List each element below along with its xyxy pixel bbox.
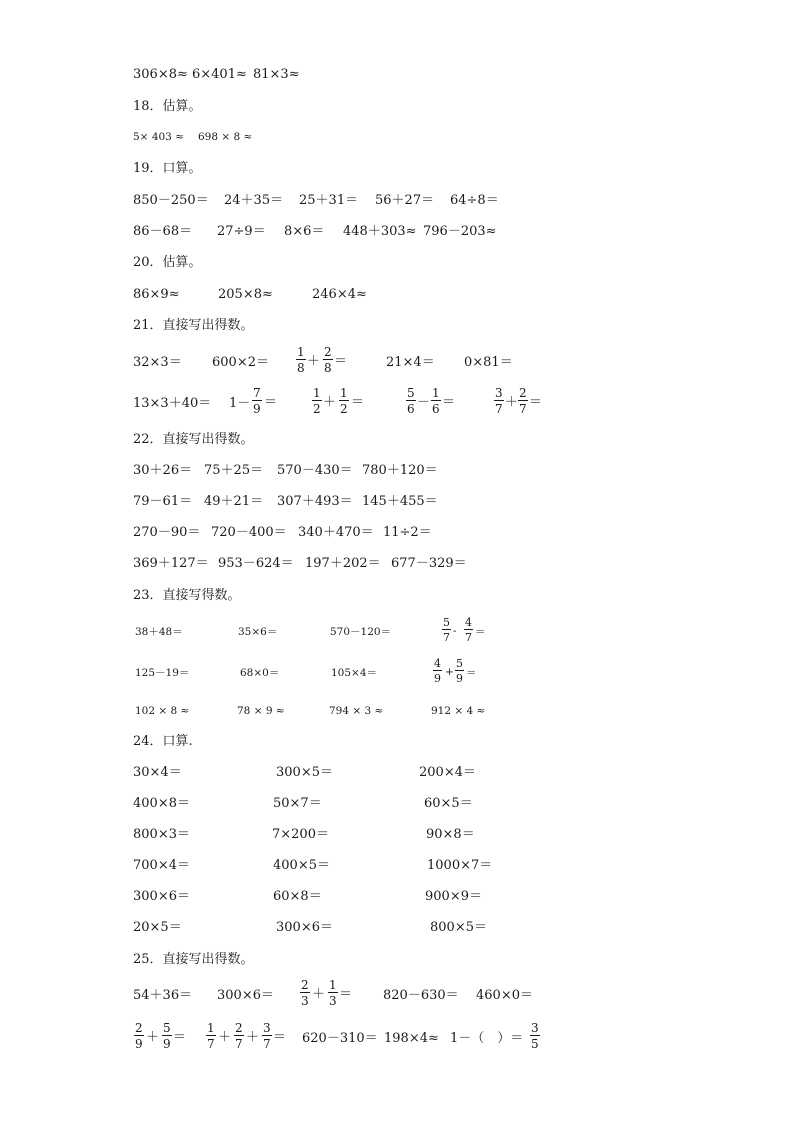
problem: 677－329＝ <box>391 556 467 571</box>
problem: 197＋202＝ <box>305 556 381 571</box>
question-title: 25．直接写出得数。 <box>133 952 254 967</box>
problem: 340＋470＝ <box>298 525 374 540</box>
problem: 86－68＝ <box>133 224 193 239</box>
problem: 35×6＝ <box>238 626 278 638</box>
problem: 306×8≈ <box>133 67 188 82</box>
fraction: 2 7 <box>235 1021 243 1051</box>
operator: ＋ <box>323 395 337 410</box>
operator: ＋ <box>312 987 326 1002</box>
operator: ＋ <box>218 1030 232 1045</box>
fraction: 1 2 <box>340 386 348 416</box>
fraction: 5 7 <box>443 616 450 644</box>
fraction: 3 7 <box>263 1021 271 1051</box>
fraction: 4 7 <box>465 616 472 644</box>
problem: 7×200＝ <box>272 827 329 842</box>
problem: 953－624＝ <box>218 556 294 571</box>
problem: 20×5＝ <box>133 920 182 935</box>
problem: 60×8＝ <box>273 889 322 904</box>
problem: 30＋26＝ <box>133 463 193 478</box>
fraction: 2 8 <box>324 345 332 375</box>
question-title: 20．估算。 <box>133 255 202 270</box>
problem: 270－90＝ <box>133 525 201 540</box>
problem: 600×2＝ <box>212 355 269 370</box>
problem: 800×3＝ <box>133 827 190 842</box>
problem: 794 × 3 ≈ <box>329 705 384 717</box>
fraction: 3 7 <box>495 386 503 416</box>
problem: 0×81＝ <box>464 355 513 370</box>
equals: ＝ <box>529 395 543 410</box>
problem: 30×4＝ <box>133 765 182 780</box>
operator: ＋ <box>307 354 321 369</box>
problem: 56＋27＝ <box>375 193 435 208</box>
equals: ＝ <box>351 395 365 410</box>
equals: ＝ <box>273 1030 287 1045</box>
problem: 850－250＝ <box>133 193 209 208</box>
problem: 698 × 8 ≈ <box>198 131 253 143</box>
fraction: 5 9 <box>163 1021 171 1051</box>
fraction: 1 3 <box>329 978 337 1008</box>
fraction: 1 8 <box>297 345 305 375</box>
problem: 86×9≈ <box>133 287 180 302</box>
problem: 102 × 8 ≈ <box>135 705 190 717</box>
fraction: 5 9 <box>456 657 463 685</box>
equals: ＝ <box>173 1030 187 1045</box>
problem: 720－400＝ <box>211 525 287 540</box>
problem: 780＋120＝ <box>362 463 438 478</box>
problem: 570－120＝ <box>330 626 392 638</box>
problem: 800×5＝ <box>430 920 487 935</box>
operator: ＋ <box>505 395 519 410</box>
problem: 27÷9＝ <box>217 224 266 239</box>
fraction: 2 9 <box>135 1021 143 1051</box>
problem: 11÷2＝ <box>383 525 432 540</box>
problem: 68×0＝ <box>240 667 280 679</box>
problem: 5× 403 ≈ <box>133 131 184 143</box>
fraction: 1 6 <box>432 386 440 416</box>
operator: － <box>417 395 431 410</box>
problem: 369＋127＝ <box>133 556 209 571</box>
problem: 50×7＝ <box>273 796 322 811</box>
problem: 460×0＝ <box>476 988 533 1003</box>
problem: 78 × 9 ≈ <box>237 705 285 717</box>
question-title: 18．估算。 <box>133 99 202 114</box>
problem: 796－203≈ <box>423 224 497 239</box>
problem: 54＋36＝ <box>133 988 193 1003</box>
problem: 125－19＝ <box>135 667 190 679</box>
fraction: 2 3 <box>301 978 309 1008</box>
problem: 912 × 4 ≈ <box>431 705 486 717</box>
problem: 198×4≈ <box>384 1031 439 1046</box>
problem: 300×6＝ <box>133 889 190 904</box>
problem: 13×3＋40＝ <box>133 396 212 411</box>
problem: 6×401≈ <box>192 67 247 82</box>
problem: 570－430＝ <box>277 463 353 478</box>
problem: 90×8＝ <box>426 827 475 842</box>
operator: - <box>453 625 457 637</box>
question-title: 19．口算。 <box>133 161 202 176</box>
problem: 300×6＝ <box>217 988 274 1003</box>
problem: 64÷8＝ <box>450 193 499 208</box>
fraction: 5 6 <box>407 386 415 416</box>
question-title: 23．直接写得数。 <box>133 588 241 603</box>
fraction: 7 9 <box>253 386 261 416</box>
question-title: 21．直接写出得数。 <box>133 318 254 333</box>
problem: 400×8＝ <box>133 796 190 811</box>
problem: 300×6＝ <box>276 920 333 935</box>
problem: 200×4＝ <box>419 765 476 780</box>
fraction: 3 5 <box>531 1021 539 1051</box>
equals: ＝ <box>339 987 353 1002</box>
fraction: 1 7 <box>207 1021 215 1051</box>
problem: 81×3≈ <box>253 67 300 82</box>
problem: 307＋493＝ <box>277 494 353 509</box>
problem: 700×4＝ <box>133 858 190 873</box>
fraction: 2 7 <box>519 386 527 416</box>
equals: ＝ <box>264 395 278 410</box>
fraction: 4 9 <box>434 657 441 685</box>
problem: 105×4＝ <box>331 667 378 679</box>
problem: 49＋21＝ <box>204 494 264 509</box>
problem: 900×9＝ <box>425 889 482 904</box>
problem: 145＋455＝ <box>362 494 438 509</box>
problem: 32×3＝ <box>133 355 182 370</box>
problem: 820－630＝ <box>383 988 459 1003</box>
problem: 1－ <box>229 396 251 411</box>
problem: 79－61＝ <box>133 494 193 509</box>
operator: + <box>445 666 454 678</box>
problem: 300×5＝ <box>276 765 333 780</box>
equals: ＝ <box>466 667 477 679</box>
problem: 38＋48＝ <box>135 626 183 638</box>
problem: 400×5＝ <box>273 858 330 873</box>
problem: 24＋35＝ <box>224 193 284 208</box>
question-title: 22．直接写出得数。 <box>133 432 254 447</box>
problem: 246×4≈ <box>312 287 367 302</box>
problem: 1000×7＝ <box>427 858 493 873</box>
problem: 1－（ ）＝ <box>450 1031 524 1046</box>
operator: ＋ <box>146 1030 160 1045</box>
problem: 25＋31＝ <box>299 193 359 208</box>
problem: 205×8≈ <box>218 287 273 302</box>
problem: 75＋25＝ <box>204 463 264 478</box>
fraction: 1 2 <box>313 386 321 416</box>
equals: ＝ <box>442 395 456 410</box>
equals: ＝ <box>475 626 486 638</box>
problem: 448＋303≈ <box>343 224 417 239</box>
problem: 21×4＝ <box>386 355 435 370</box>
problem: 620－310＝ <box>302 1031 378 1046</box>
problem: 60×5＝ <box>424 796 473 811</box>
equals: ＝ <box>334 354 348 369</box>
operator: ＋ <box>246 1030 260 1045</box>
problem: 8×6＝ <box>284 224 325 239</box>
question-title: 24．口算. <box>133 734 193 749</box>
